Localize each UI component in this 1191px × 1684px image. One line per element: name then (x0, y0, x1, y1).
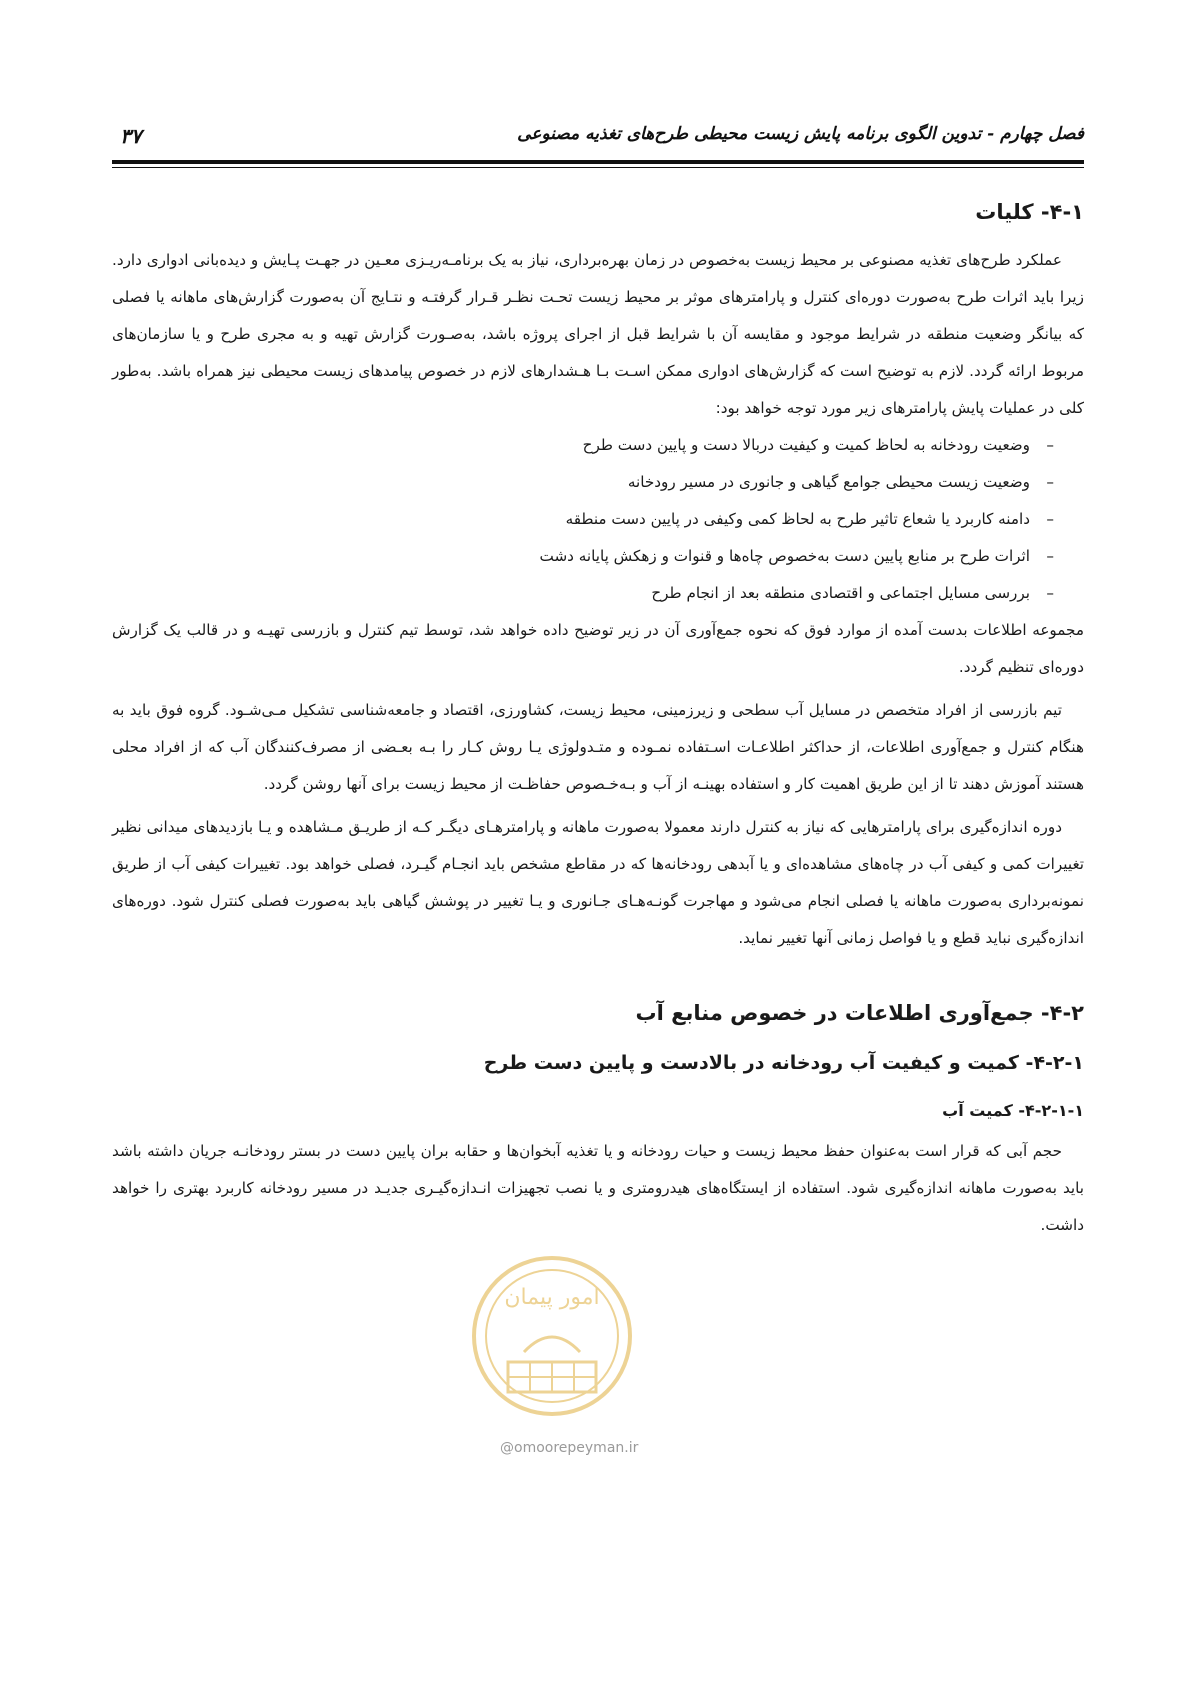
header-rule-thin (112, 167, 1084, 168)
watermark-url: @omoorepeyman.ir (500, 1440, 639, 1456)
watermark-text: امور پیمان (504, 1285, 600, 1310)
paragraph-water-quantity: حجم آبی که قرار است به‌عنوان حفظ محیط زیست و حیات رودخانه و یا تغذیه آبخوان‌ها و حقابه بران پایین دست در بستر رودخانـه جریان داشته باشد باید به‌صورت ماهانه اندازه‌گیری شود. استفاده از ایستگاه‌های هیدرومتری و یا نصب تجهیزات انـدازه‌گیـری جدیـد در مسیر رودخانه کاربرد بهتری را خواهد داشت. (112, 1142, 1084, 1234)
list-item-text: اثرات طرح بر منابع پایین دست به‌خصوص چاه‌ها و قنوات و زهکش پایانه دشت (539, 547, 1030, 565)
watermark-grid-lines (508, 1362, 596, 1392)
list-item (112, 575, 1054, 612)
list-item (112, 501, 1054, 538)
bullet-dash: – (1046, 436, 1054, 454)
chapter-title: فصل چهارم - تدوین الگوی برنامه پایش زیست محیطی طرح‌های تغذیه مصنوعی (517, 124, 1084, 144)
list-item (112, 538, 1054, 575)
paragraph-inspection-team: تیم بازرسی از افراد متخصص در مسایل آب سطحی و زیرزمینی، محیط زیست، کشاورزی، اقتصاد و جامعه‌شناسی تشکیل مـی‌شـود. گروه فوق باید به هنگام کنترل و جمع‌آوری اطلاعات، از حداکثر اطلاعـات اسـتفاده نمـوده و متـدولوژی یـا روش کـار را بـه بعـضی از مصرف‌کنندگان آب که از افراد محلی هستند آموزش دهند تا از این طریق اهمیت کار و استفاده بهینـه از آب و بـه‌خـصوص حفاظـت از محیط زیست برای آنها روشن گردد. (112, 701, 1084, 793)
bullet-dash: – (1046, 473, 1054, 491)
paragraph-data-collection: مجموعه اطلاعات بدست آمده از موارد فوق که نحوه جمع‌آوری آن در زیر توضیح داده خواهد شد، توسط تیم کنترل و بازرسی تهیـه و در قالب یک گزارش دوره‌ای تنظیم گردد. (112, 621, 1084, 676)
subsection-heading-4-2-1-1: ۴-۲-۱-۱- کمیت آب (942, 1101, 1084, 1120)
list-item-text: بررسی مسایل اجتماعی و اقتصادی منطقه بعد از انجام طرح (651, 584, 1030, 602)
list-item-text: وضعیت رودخانه به لحاظ کمیت و کیفیت دربالا دست و پایین دست طرح (582, 436, 1030, 454)
header-rule-thick (112, 160, 1084, 164)
monitoring-parameters-list (112, 427, 1084, 612)
paragraph-measurement-period: دوره اندازه‌گیری برای پارامترهایی که نیاز به کنترل دارند معمولا به‌صورت ماهانه و پارامترهـای دیگـر کـه از طریـق مـشاهده و یـا بازدیدهای میدانی نظیر تغییرات کمی و کیفی آب در چاه‌های مشاهده‌ای و یا آبدهی رودخانه‌ها که در مقاطع مشخص باید انجـام گیـرد، فصلی خواهد بود. تغییرات کیفی آب از طریق نمونه‌برداری به‌صورت ماهانه یا فصلی انجام می‌شود و مهاجرت گونـه‌هـای جـانوری و یـا تغییر در پوشش گیاهی باید به‌صورت فصلی کنترل شود. دوره‌های اندازه‌گیری نباید قطع و یا فواصل زمانی آنها تغییر نماید. (112, 818, 1084, 947)
section-heading-4-2: ۴-۲- جمع‌آوری اطلاعات در خصوص منابع آب (635, 1001, 1084, 1025)
list-item-text: وضعیت زیست محیطی جوامع گیاهی و جانوری در مسیر رودخانه (627, 473, 1030, 491)
watermark-arc (524, 1337, 580, 1352)
watermark-logo (468, 1252, 636, 1420)
bullet-dash: – (1046, 584, 1054, 602)
subsection-heading-4-2-1: ۴-۲-۱- کمیت و کیفیت آب رودخانه در بالادست و پایین دست طرح (483, 1052, 1084, 1074)
running-header (112, 124, 1084, 154)
bullet-dash: – (1046, 510, 1054, 528)
page-number: ۳۷ (120, 124, 142, 148)
paragraph-overview: عملکرد طرح‌های تغذیه مصنوعی بر محیط زیست به‌خصوص در زمان بهره‌برداری، نیاز به یک برنامـه‌ریـزی معـین در جهـت پـایش و دیده‌بانی ادواری دارد. زیرا باید اثرات طرح به‌صورت دوره‌ای کنترل و پارامترهای موثر بر محیط زیست تحـت نظـر قـرار گرفتـه و نتـایج آن به‌صورت گزارش‌های ماهانه یا فصلی که بیانگر وضعیت منطقه در شرایط موجود و مقایسه آن با شرایط قبل از اجرای پروژه باشد، به‌صـورت گزارش تهیه و به مجری طرح و یا سازمان‌های مربوط ارائه گردد. لازم به توضیح است که گزارش‌های ادواری ممکن اسـت بـا هـشدارهای لازم در خصوص پیامدهای زیست محیطی نیز همراه باشد. به‌طور کلی در عملیات پایش پارامترهای زیر مورد توجه خواهد بود: (112, 251, 1084, 417)
list-item-text: دامنه کاربرد یا شعاع تاثیر طرح به لحاظ کمی وکیفی در پایین دست منطقه (565, 510, 1030, 528)
spacer (112, 957, 1084, 979)
section-heading-4-1: ۴-۱- کلیات (975, 200, 1084, 224)
list-item (112, 427, 1054, 464)
list-item (112, 464, 1054, 501)
page-content (112, 178, 1084, 1244)
bullet-dash: – (1046, 547, 1054, 565)
